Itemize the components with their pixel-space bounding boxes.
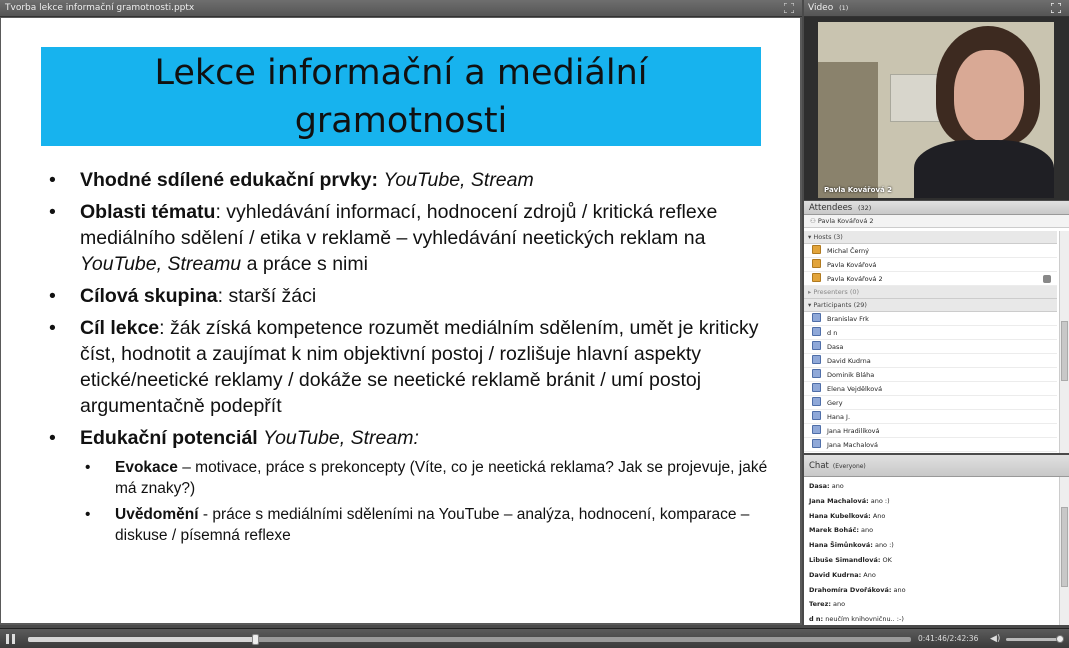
chat-text: Ano (861, 570, 876, 579)
chat-message (809, 568, 1057, 583)
attendee-name: Dominik Bláha (827, 371, 875, 379)
host-icon (812, 259, 821, 268)
attendee-row[interactable] (804, 326, 1057, 340)
attendees-pod (804, 201, 1069, 453)
sub-bullet-item (49, 457, 779, 499)
bullet-bold: Uvědomění (115, 506, 199, 523)
bullet-item (49, 167, 779, 193)
chat-message (809, 612, 1057, 625)
attendee-name: Dasa (827, 343, 844, 351)
chat-author: Marek Boháč: (809, 526, 859, 535)
chat-author: Hana Kubelková: (809, 511, 871, 520)
chat-messages (804, 479, 1057, 625)
attendee-list (804, 231, 1057, 453)
group-label: Participants (29) (813, 301, 867, 309)
bullet-italic: YouTube, Stream (383, 169, 534, 191)
chat-message (809, 553, 1057, 568)
attendees-title: Attendees (809, 203, 853, 213)
chat-pod-header (804, 455, 1069, 477)
bullet-italic: YouTube, Streamu (80, 253, 242, 275)
chat-text: ano :) (868, 496, 890, 505)
attendee-row[interactable] (804, 272, 1057, 286)
chat-message (809, 523, 1057, 538)
slide-title-line1: Lekce informační a mediální (154, 53, 648, 93)
video-pod-header (804, 0, 1069, 17)
attendee-name: Gery (827, 399, 843, 407)
attendee-self-name: Pavla Kovářová 2 (817, 217, 874, 225)
video-pod (804, 0, 1069, 200)
video-speaker-name: Pavla Kovářová 2 (824, 186, 893, 194)
bullet-bold: Evokace (115, 459, 178, 476)
speaker-body (914, 140, 1054, 198)
share-pod-title: Tvorba lekce informační gramotnosti.pptx (5, 3, 195, 13)
scrollbar-thumb[interactable] (1061, 321, 1068, 381)
attendee-row[interactable] (804, 382, 1057, 396)
bullet-text: : starší žáci (217, 285, 317, 307)
attendee-row[interactable] (804, 258, 1057, 272)
chat-author: Hana Šimůnková: (809, 541, 873, 550)
bullet-text: a práce s nimi (241, 253, 368, 275)
background-cabinet (818, 62, 878, 198)
chat-author: Drahomíra Dvořáková: (809, 585, 892, 594)
volume-slider[interactable] (1006, 638, 1062, 641)
chat-pod (804, 455, 1069, 625)
attendees-count: (32) (857, 204, 872, 212)
attendee-name: Elena Vejdělková (827, 385, 883, 393)
attendee-name: Branislav Frk (827, 315, 869, 323)
speaker-face (954, 50, 1024, 142)
participant-icon (812, 327, 821, 336)
volume-icon[interactable]: ◀) (990, 634, 1001, 644)
bullet-text: – motivace, práce s prekoncepty (Víte, co je neetická reklama? Jak se projevuje, jaké má znaky?) (115, 459, 768, 497)
chat-text: OK (880, 555, 892, 564)
volume-handle[interactable] (1056, 635, 1064, 643)
attendee-row[interactable] (804, 410, 1057, 424)
bullet-bold: Edukační potenciál (80, 427, 258, 449)
expand-icon: ▾ (808, 301, 812, 309)
slide-bullets (49, 167, 779, 551)
attendee-name: Pavla Kovářová (827, 261, 877, 269)
bullet-item (49, 425, 779, 451)
chat-text: neučím knihovničnu.. :-) (823, 615, 904, 624)
expand-icon: ▾ (808, 233, 812, 241)
host-icon (812, 245, 821, 254)
chat-text: ano (891, 585, 906, 594)
participant-icon (812, 397, 821, 406)
collapse-icon: ▸ (808, 288, 812, 296)
webcam-video[interactable] (818, 22, 1054, 198)
attendee-name: d n (827, 329, 838, 337)
chat-author: d n: (809, 615, 824, 624)
group-hosts[interactable] (804, 231, 1057, 244)
host-icon (812, 273, 821, 282)
video-count: (1) (839, 4, 849, 12)
attendee-row[interactable] (804, 368, 1057, 382)
chat-author: Libuše Simandlová: (809, 555, 881, 564)
bullet-item (49, 199, 779, 277)
group-presenters[interactable] (804, 286, 1057, 299)
attendee-name: Hana J. (827, 413, 851, 421)
chat-message (809, 494, 1057, 509)
seek-handle[interactable] (252, 634, 259, 645)
chat-text: ano (830, 600, 846, 609)
share-pod-header (0, 0, 802, 17)
attendee-row[interactable] (804, 438, 1057, 452)
attendee-name: Michal Černý (827, 247, 870, 255)
participant-icon (812, 425, 821, 434)
fullscreen-icon[interactable] (1051, 3, 1061, 13)
chat-author: Dasa: (809, 482, 830, 490)
bullet-item (49, 315, 779, 419)
attendee-name: David Kudrna (827, 357, 871, 365)
chat-author: Jana Machalová: (809, 496, 869, 505)
participant-icon (812, 439, 821, 448)
chat-author: David Kudrna: (809, 570, 862, 579)
chat-text: ano (829, 482, 844, 490)
participant-icon (812, 369, 821, 378)
participant-icon (812, 411, 821, 420)
chat-scope: (Everyone) (832, 463, 866, 470)
presentation-slide (1, 18, 800, 623)
chat-message (809, 597, 1057, 612)
attendee-scrollbar[interactable] (1059, 231, 1069, 453)
slide-title (41, 47, 761, 146)
attendee-row[interactable] (804, 424, 1057, 438)
bullet-bold: Oblasti tématu (80, 201, 216, 223)
bullet-bold: Cílová skupina (80, 285, 218, 307)
sub-bullet-item (49, 504, 779, 546)
seek-progress (28, 637, 255, 642)
scrollbar-thumb[interactable] (1061, 507, 1068, 587)
bullet-text: : žák získá kompetence rozumět mediálním sdělením, umět je kriticky číst, hodnotit a zaujímat k nim objektivní postoj / rozlišuje hlavní aspekty etické/neetické reklamy / dokáže se neetické reklamě bránit / umí postoj argumentačně podepřít (80, 317, 759, 417)
chat-message (809, 509, 1057, 524)
microphone-icon (1043, 275, 1051, 283)
slide-title-line2: gramotnosti (294, 101, 508, 141)
chat-message (809, 479, 1057, 494)
attendee-row[interactable] (804, 396, 1057, 410)
attendee-row[interactable] (804, 312, 1057, 326)
chat-text: Ano (870, 511, 886, 520)
chat-scrollbar[interactable] (1059, 477, 1069, 625)
attendee-row[interactable] (804, 354, 1057, 368)
video-pod-title: Video (808, 3, 834, 13)
pause-icon[interactable] (6, 634, 15, 644)
chat-message (809, 538, 1057, 553)
attendee-name: Jana Machalová (827, 441, 878, 449)
bullet-bold: Cíl lekce (80, 317, 160, 339)
participant-icon (812, 355, 821, 364)
group-label: Hosts (3) (813, 233, 843, 241)
chat-title: Chat (809, 461, 829, 471)
seek-bar[interactable] (28, 637, 911, 642)
attendee-row[interactable] (804, 244, 1057, 258)
bullet-text: : vyhledávání informací, hodnocení zdrojů / kritická reflexe mediálního sdělení / etika v reklamě – vyhledávání neetických reklam na (80, 201, 718, 249)
participant-icon (812, 313, 821, 322)
chat-text: ano (858, 526, 874, 535)
playback-time: 0:41:46/2:42:36 (918, 634, 979, 643)
fullscreen-icon[interactable] (784, 3, 794, 13)
participant-icon (812, 341, 821, 350)
bullet-text: - práce s mediálními sděleními na YouTube – analýza, hodnocení, komparace – diskuse / písemná reflexe (115, 506, 750, 544)
participant-icon (812, 383, 821, 392)
attendee-self (804, 215, 1069, 228)
group-label: Presenters (0) (813, 288, 860, 296)
user-status-icon: ⚇ (810, 217, 816, 225)
attendee-name: Jana Hradilíková (827, 427, 880, 435)
attendee-row[interactable] (804, 340, 1057, 354)
chat-author: Terez: (809, 600, 831, 609)
bullet-italic: YouTube, Stream: (263, 427, 419, 449)
chat-text: ano :) (872, 541, 894, 550)
bullet-item (49, 283, 779, 309)
chat-message (809, 583, 1057, 598)
group-participants[interactable] (804, 299, 1057, 312)
attendee-name: Pavla Kovářová 2 (827, 275, 883, 283)
bullet-bold: Vhodné sdílené edukační prvky: (80, 169, 379, 191)
playback-bar (0, 628, 1069, 648)
attendees-pod-header (804, 201, 1069, 215)
